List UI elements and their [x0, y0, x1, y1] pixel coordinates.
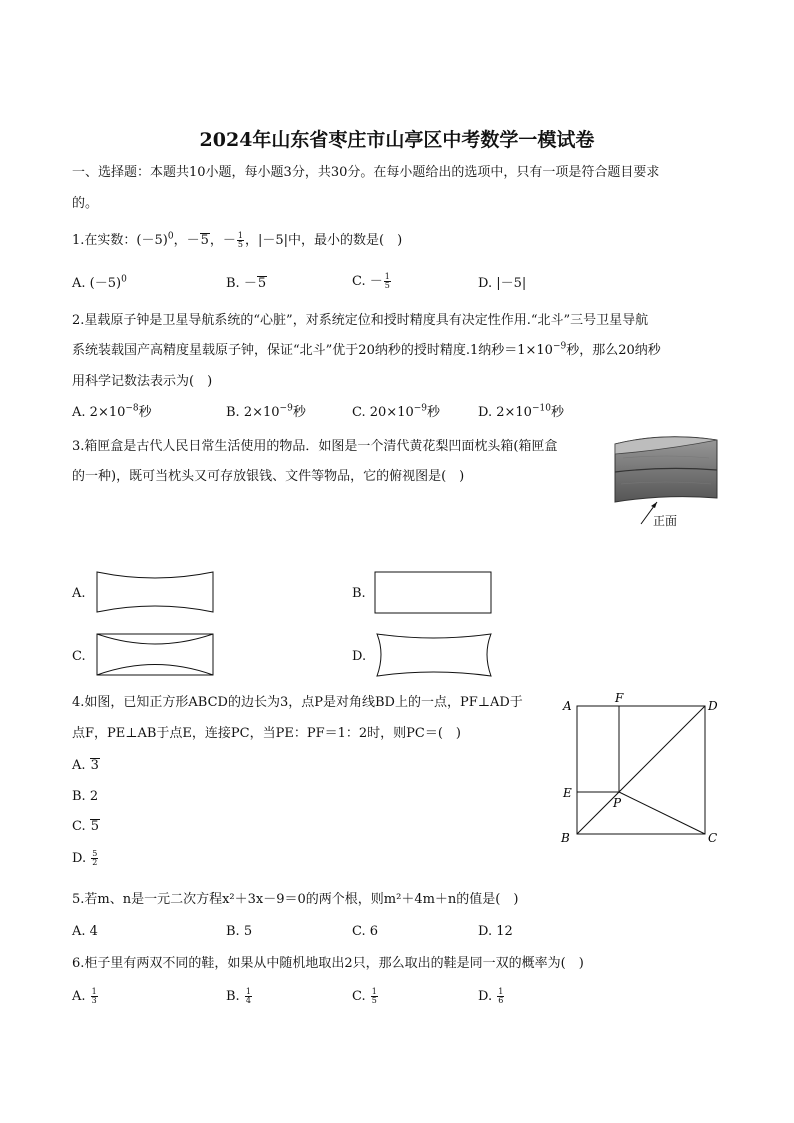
- section-instructions-line1: 一、选择题：本题共10小题，每小题3分，共30分。在每小题给出的选项中，只有一项是符合题目要求: [72, 165, 660, 180]
- q1-option-d[interactable]: D. |－5|: [478, 276, 527, 291]
- square-geometry-figure: [555, 690, 730, 850]
- q6-option-a[interactable]: A. $\frac{1}{3}$: [72, 987, 97, 1005]
- q1-option-c[interactable]: C. － $\frac{1}{5}$: [352, 272, 390, 290]
- diagonal-bd: [577, 706, 705, 834]
- q4-option-a[interactable]: A. 3: [72, 758, 99, 773]
- label-c: C: [708, 831, 718, 845]
- section-instructions-line2: 的。: [72, 196, 99, 211]
- q3-option-d-label[interactable]: D.: [352, 649, 367, 664]
- q5-option-b[interactable]: B. 5: [226, 924, 253, 939]
- question-4-line1: 4.如图，已知正方形ABCD的边长为3，点P是对角线BD上的一点，PF⊥AD于: [72, 695, 523, 710]
- q4-option-d[interactable]: D. $\frac{5}{2}$: [72, 849, 98, 867]
- label-p: P: [613, 796, 622, 810]
- label-a: A: [563, 699, 572, 713]
- q5-option-a[interactable]: A. 4: [72, 924, 98, 939]
- question-2-line3: 用科学记数法表示为( ): [72, 374, 213, 389]
- question-4-line2: 点F，PE⊥AB于点E，连接PC，当PE：PF＝1：2时，则PC＝( ): [72, 726, 461, 741]
- q3-option-d-shape[interactable]: [373, 632, 497, 680]
- question-5-stem: 5.若m、n是一元二次方程x²＋3x－9＝0的两个根，则m²＋4m＋n的值是( ): [72, 892, 519, 907]
- q3-option-c-label[interactable]: C.: [72, 649, 86, 664]
- q5-option-c[interactable]: C. 6: [352, 924, 379, 939]
- q6-option-d[interactable]: D. $\frac{1}{6}$: [478, 987, 504, 1005]
- question-1-stem: 1.在实数：$(-5)^0$，－5，－ $\frac{1}{5}$ ，|－5|中，最小的数是( ): [72, 231, 403, 249]
- q2-option-b[interactable]: B. $2\times 10^{-9}$秒: [226, 403, 306, 420]
- q2-option-c[interactable]: C. $20\times 10^{-9}$秒: [352, 403, 441, 420]
- q6-option-c[interactable]: C. $\frac{1}{5}$: [352, 987, 377, 1005]
- q5-option-d[interactable]: D. 12: [478, 924, 513, 939]
- label-d: D: [708, 699, 718, 713]
- question-3-line2: 的一种)，既可当枕头又可存放银钱、文件等物品，它的俯视图是( ): [72, 469, 465, 484]
- segment-pc: [619, 792, 705, 834]
- question-6-stem: 6.柜子里有两双不同的鞋，如果从中随机地取出2只，那么取出的鞋是同一双的概率为( ): [72, 956, 584, 971]
- question-2-line1: 2.星载原子钟是卫星导航系统的“心脏”，对系统定位和授时精度具有决定性作用.“北斗”三号卫星导航: [72, 313, 649, 328]
- q4-option-b[interactable]: B. 2: [72, 789, 99, 804]
- question-3-line1: 3.箱匣盒是古代人民日常生活使用的物品．如图是一个清代黄花梨凹面枕头箱(箱匣盒: [72, 439, 558, 454]
- q1-option-a[interactable]: A. $(-5)^0$: [72, 274, 127, 291]
- q3-option-b-shape[interactable]: [373, 570, 495, 616]
- q3-option-a-shape[interactable]: [95, 570, 217, 616]
- q3-option-a-label[interactable]: A.: [72, 586, 86, 601]
- q2-option-d[interactable]: D. $2\times 10^{-10}$秒: [478, 403, 564, 420]
- q3-option-b-label[interactable]: B.: [352, 586, 366, 601]
- q2-option-a[interactable]: A. $2\times 10^{-8}$秒: [72, 403, 152, 420]
- q3-option-c-shape[interactable]: [95, 632, 217, 678]
- label-b: B: [561, 831, 570, 845]
- q6-option-b[interactable]: B. $\frac{1}{4}$: [226, 987, 251, 1005]
- page-title: 2024年山东省枣庄市山亭区中考数学一模试卷: [199, 129, 595, 151]
- question-2-line2: 系统装载国产高精度星载原子钟，保证“北斗”优于20纳秒的授时精度.1纳秒$=1\times 10^{-9}$秒，那么20纳秒: [72, 341, 661, 358]
- q1-option-b[interactable]: B. －5: [226, 276, 267, 291]
- pillow-box-photo: [605, 432, 725, 532]
- q1-prefix: 1.在实数：: [72, 233, 137, 248]
- front-label: 正面: [653, 514, 678, 528]
- label-e: E: [563, 786, 572, 800]
- q4-option-c[interactable]: C. 5: [72, 819, 100, 834]
- label-f: F: [615, 691, 624, 705]
